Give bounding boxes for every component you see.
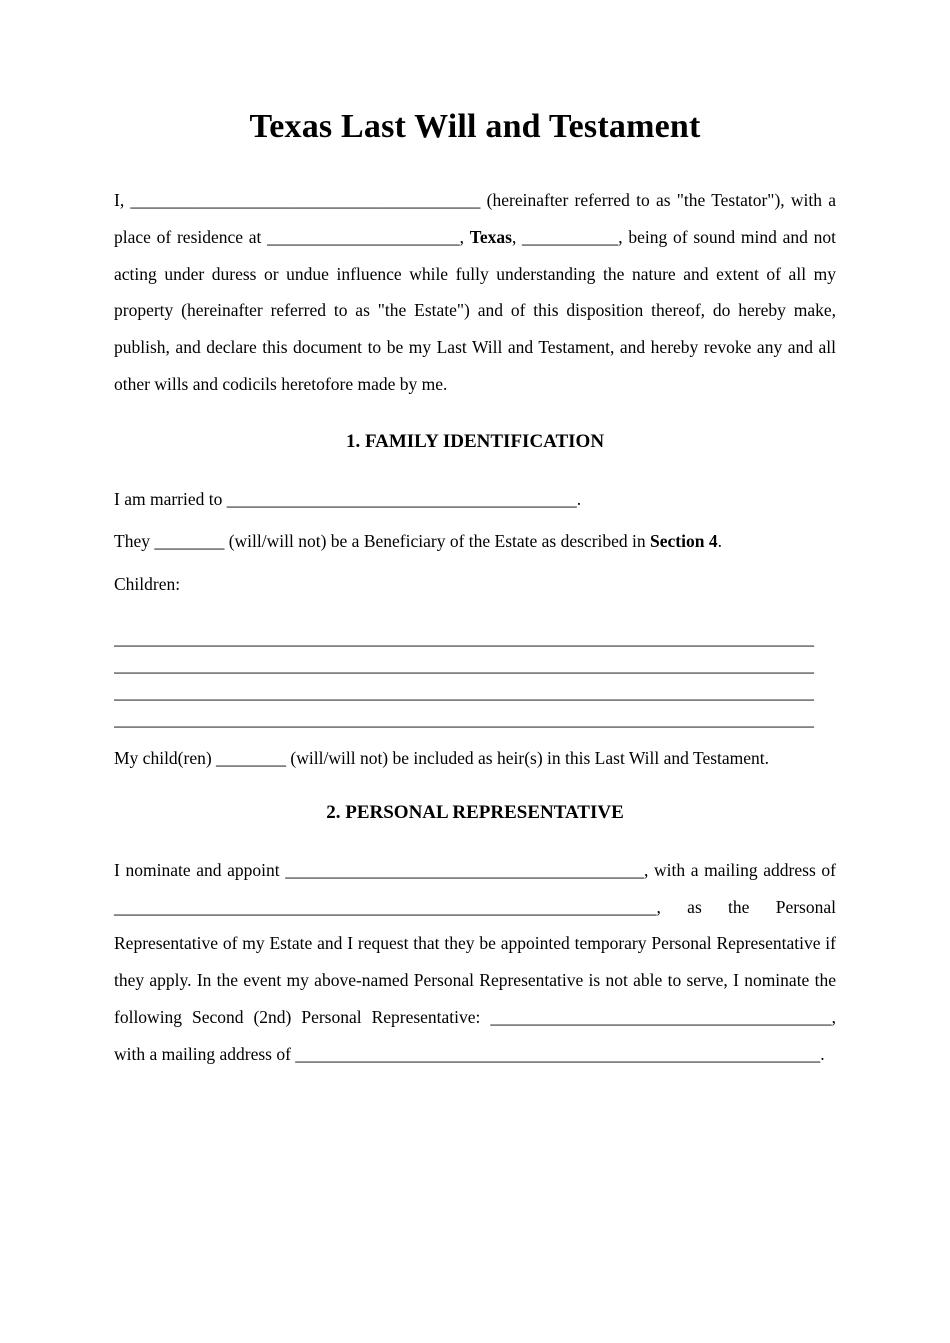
children-blank-line: ________________________________________________________________________________ — [114, 627, 814, 648]
children-label: Children: — [114, 574, 181, 594]
children-blank-lines — [114, 625, 836, 734]
children-blank-line: ________________________________________________________________________________ — [114, 709, 814, 730]
personal-representative-paragraph: I nominate and appoint _________________________________________, with a mailing address of ______________________________________________________________, as the Personal Representative of my Estate and I request that they be appointed temporary Personal Representative if they apply. In the event my above-named Personal Representative is not able to serve, I nominate the following Second (2nd) Personal Representative: _______________________________________, with a mailing address of ____________________________________________________________. — [114, 859, 836, 1064]
married-line: I am married to ________________________________________. — [114, 488, 582, 509]
beneficiary-line: They ________ (will/will not) be a Beneficiary of the Estate as described in Section 4. — [114, 531, 722, 552]
children-heirs-line: My child(ren) ________ (will/will not) be included as heir(s) in this Last Will and Testament. — [114, 748, 770, 769]
children-blank-line: ________________________________________________________________________________ — [114, 654, 814, 675]
children-blank-line: ________________________________________________________________________________ — [114, 682, 814, 702]
intro-paragraph: I, ________________________________________ (hereinafter referred to as "the Testator"), with a place of residence at ______________________, Texas, ___________, being of sound mind and not acting under duress or undue influence while fully understanding the nature and extent of all my property (hereinafter referred to as "the Estate") and of this disposition thereof, do hereby make, publish, and declare this document to be my Last Will and Testament, and hereby revoke any and all other wills and codicils heretofore made by me. — [114, 190, 836, 394]
section-1-heading: 1. FAMILY IDENTIFICATION — [345, 430, 605, 452]
document-title: Texas Last Will and Testament — [249, 108, 701, 145]
section-2-heading: 2. PERSONAL REPRESENTATIVE — [326, 801, 624, 823]
